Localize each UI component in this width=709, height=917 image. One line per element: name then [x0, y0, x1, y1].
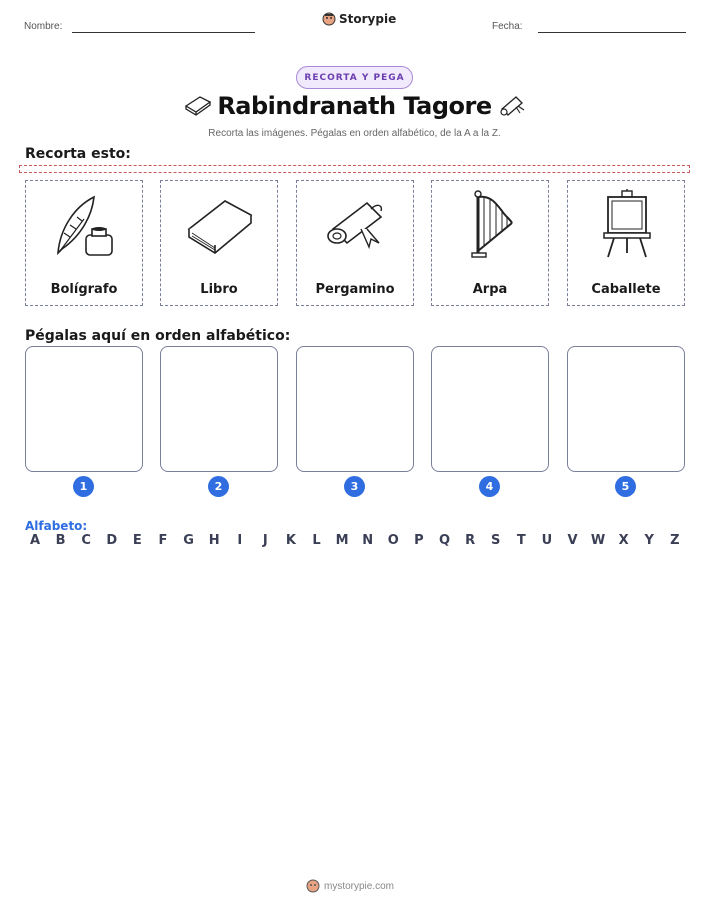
activity-badge: RECORTA Y PEGA — [296, 66, 413, 89]
paste-box-2[interactable] — [160, 346, 278, 472]
storypie-mascot-icon — [306, 879, 320, 893]
alphabet-letter: D — [106, 533, 118, 548]
easel-icon — [592, 189, 662, 259]
cut-section-title: Recorta esto: — [25, 146, 131, 162]
scroll-icon — [321, 189, 391, 259]
alphabet-letter: E — [132, 533, 142, 548]
alphabet-letter: I — [237, 533, 243, 548]
name-label: Nombre: — [24, 21, 63, 32]
paste-box-4[interactable] — [431, 346, 549, 472]
cut-label: Arpa — [472, 282, 508, 297]
scroll-icon — [498, 93, 526, 117]
alphabet-letter: S — [491, 533, 501, 548]
paste-box-1[interactable] — [25, 346, 143, 472]
number-badge-4: 4 — [479, 476, 500, 497]
page-title: Rabindranath Tagore — [217, 92, 492, 120]
date-line[interactable] — [538, 32, 686, 33]
cut-label: Pergamino — [315, 282, 395, 297]
alphabet-letter: Q — [438, 533, 451, 548]
alphabet-letter: V — [567, 533, 578, 548]
alphabet-letter: R — [465, 533, 476, 548]
alphabet-letter: C — [81, 533, 91, 548]
cut-card-pergamino[interactable] — [296, 180, 414, 306]
alphabet-letter: O — [387, 533, 399, 548]
alphabet-letter: X — [618, 533, 629, 548]
alphabet-letter: F — [158, 533, 168, 548]
alphabet-letter: W — [590, 533, 606, 548]
instructions: Recorta las imágenes. Pégalas en orden alfabético, de la A a la Z. — [208, 128, 501, 139]
alphabet-letter: K — [285, 533, 296, 548]
cut-card-boligrafo[interactable] — [25, 180, 143, 306]
cut-card-libro[interactable] — [160, 180, 278, 306]
cut-label: Bolígrafo — [50, 282, 118, 297]
alphabet-letter: A — [29, 533, 41, 548]
alphabet-letter: Z — [670, 533, 680, 548]
quill-ink-icon — [50, 189, 120, 259]
alphabet-letter: J — [262, 533, 268, 548]
alphabet-letter: B — [55, 533, 66, 548]
number-badge-5: 5 — [615, 476, 636, 497]
cut-card-arpa[interactable] — [431, 180, 549, 306]
alphabet-letter: T — [516, 533, 526, 548]
alphabet-letter: M — [335, 533, 349, 548]
alphabet-title: Alfabeto: — [25, 519, 88, 533]
footer — [306, 879, 394, 893]
alphabet-letter: Y — [644, 533, 654, 548]
alphabet-letter: P — [414, 533, 424, 548]
alphabet-letter: U — [541, 533, 553, 548]
number-badge-1: 1 — [73, 476, 94, 497]
number-badge-3: 3 — [344, 476, 365, 497]
paste-box-5[interactable] — [567, 346, 685, 472]
name-line[interactable] — [72, 32, 255, 33]
book-icon — [185, 189, 255, 259]
footer-url[interactable]: mystorypie.com — [324, 880, 395, 892]
alphabet-row — [25, 533, 685, 548]
alphabet-letter: L — [312, 533, 321, 548]
alphabet-letter: H — [208, 533, 220, 548]
brand-name: Storypie — [339, 12, 397, 26]
alphabet-letter: N — [362, 533, 374, 548]
date-label: Fecha: — [492, 21, 523, 32]
number-badge-2: 2 — [208, 476, 229, 497]
brand-logo — [322, 12, 396, 26]
cut-label: Libro — [200, 282, 238, 297]
paste-section-title: Pégalas aquí en orden alfabético: — [25, 328, 291, 344]
harp-icon — [456, 189, 526, 259]
storypie-mascot-icon — [322, 12, 336, 26]
cut-line — [19, 165, 690, 173]
cut-card-caballete[interactable] — [567, 180, 685, 306]
alphabet-letter: G — [183, 533, 194, 548]
paste-box-3[interactable] — [296, 346, 414, 472]
cut-label: Caballete — [591, 282, 661, 297]
